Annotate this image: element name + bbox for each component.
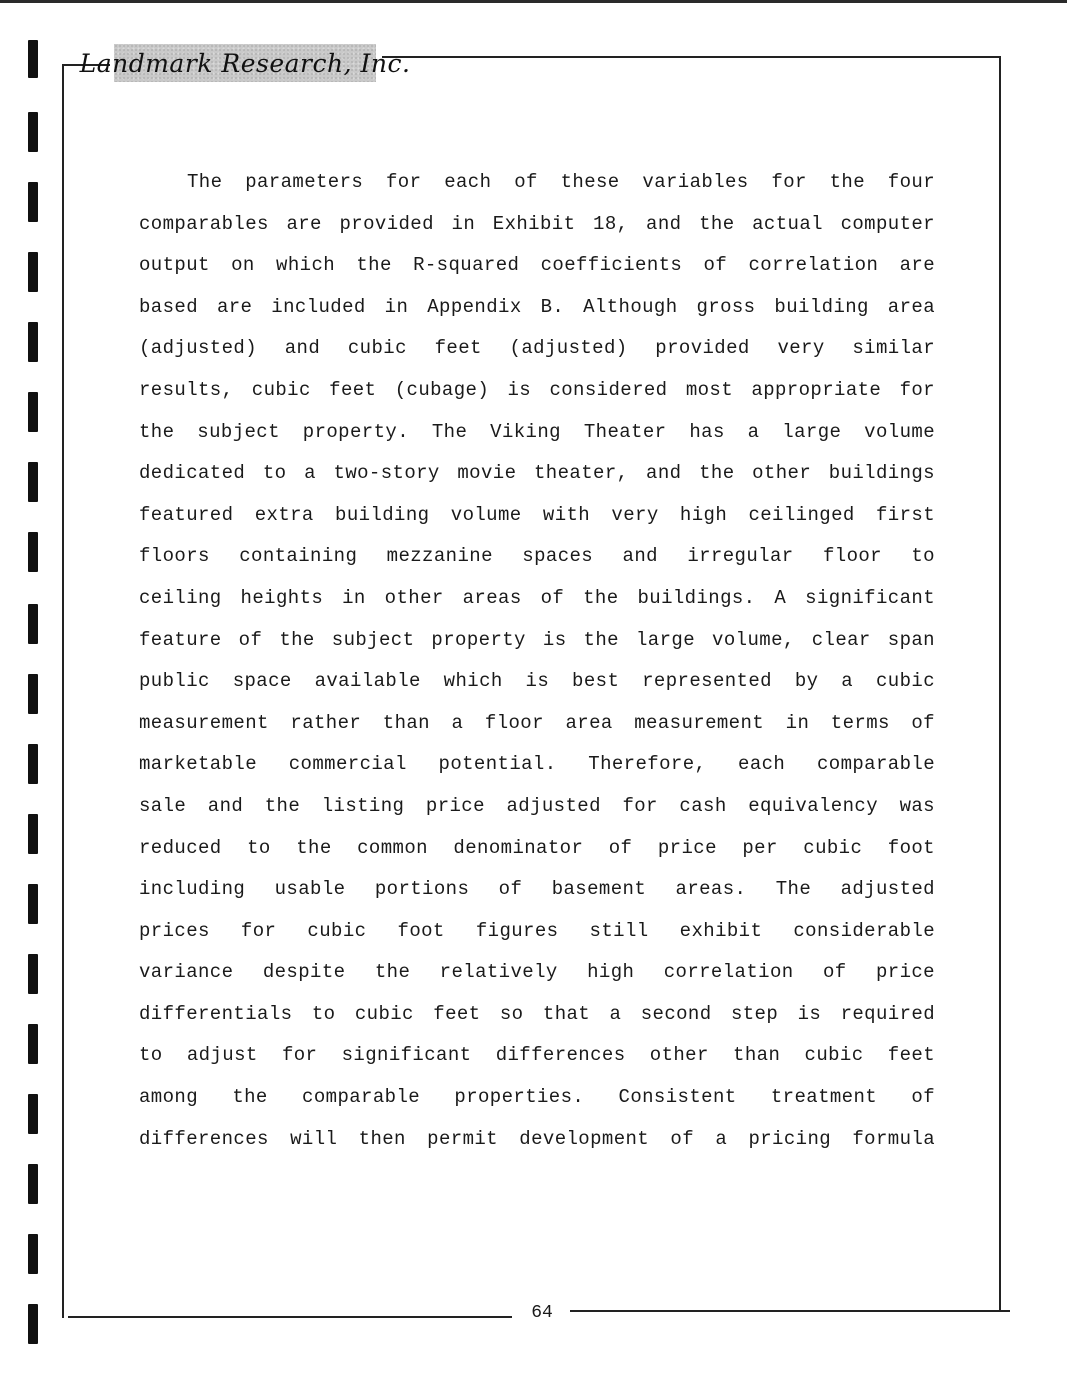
text-line: reduced to the common denominator of price per cubic foot bbox=[139, 836, 935, 859]
text-line: The parameters for each of these variables for the four bbox=[187, 171, 935, 193]
text-line: including usable portions of basement areas. The adjusted bbox=[139, 878, 935, 901]
binding-hole bbox=[28, 884, 38, 924]
page-frame-border bbox=[382, 56, 1001, 58]
text-line: comparables are provided in Exhibit 18, and the actual computer bbox=[139, 212, 935, 235]
text-line: featured extra building volume with very high ceilinged first bbox=[139, 503, 935, 526]
page-frame-border bbox=[68, 1316, 512, 1318]
page-number: 64 bbox=[531, 1303, 553, 1323]
text-line: marketable commercial potential. Therefore, each comparable bbox=[139, 753, 935, 776]
binding-hole bbox=[28, 674, 38, 714]
text-line: differentials to cubic feet so that a second step is required bbox=[139, 1002, 935, 1025]
binding-hole bbox=[28, 392, 38, 432]
text-line: the subject property. The Viking Theater has a large volume bbox=[139, 420, 935, 443]
binding-hole bbox=[28, 182, 38, 222]
text-line: to adjust for significant differences other than cubic feet bbox=[139, 1044, 935, 1067]
binding-hole bbox=[28, 462, 38, 502]
text-line: results, cubic feet (cubage) is considered most appropriate for bbox=[139, 378, 935, 401]
page-frame-border bbox=[999, 56, 1001, 1311]
binding-hole bbox=[28, 322, 38, 362]
text-line: prices for cubic foot figures still exhibit considerable bbox=[139, 919, 935, 942]
binding-holes bbox=[0, 0, 60, 1380]
text-line: (adjusted) and cubic feet (adjusted) provided very similar bbox=[139, 337, 935, 360]
text-line: sale and the listing price adjusted for cash equivalency was bbox=[139, 794, 935, 817]
binding-hole bbox=[28, 1164, 38, 1204]
binding-hole bbox=[28, 252, 38, 292]
text-line: measurement rather than a floor area measurement in terms of bbox=[139, 711, 935, 734]
binding-hole bbox=[28, 1094, 38, 1134]
binding-hole bbox=[28, 1234, 38, 1274]
page-frame-border bbox=[570, 1310, 1010, 1312]
body-paragraph bbox=[139, 168, 935, 1166]
binding-hole bbox=[28, 744, 38, 784]
binding-hole bbox=[28, 604, 38, 644]
binding-hole bbox=[28, 1304, 38, 1344]
binding-hole bbox=[28, 814, 38, 854]
binding-hole bbox=[28, 532, 38, 572]
page-frame-border bbox=[62, 64, 64, 1318]
binding-hole bbox=[28, 954, 38, 994]
binding-hole bbox=[28, 40, 38, 78]
text-line: dedicated to a two-story movie theater, and the other buildings bbox=[139, 462, 935, 485]
text-line: public space available which is best represented by a cubic bbox=[139, 670, 935, 693]
text-line: differences will then permit development of a pricing formula bbox=[139, 1127, 935, 1150]
letterhead bbox=[79, 44, 411, 82]
letterhead-company-name: Landmark Research, Inc. bbox=[79, 48, 411, 78]
binding-hole bbox=[28, 1024, 38, 1064]
text-line: floors containing mezzanine spaces and irregular floor to bbox=[139, 545, 935, 568]
text-line: feature of the subject property is the large volume, clear span bbox=[139, 628, 935, 651]
page-top-edge bbox=[0, 0, 1067, 3]
text-line: variance despite the relatively high correlation of price bbox=[139, 961, 935, 984]
text-line: ceiling heights in other areas of the buildings. A significant bbox=[139, 586, 935, 609]
text-line: output on which the R-squared coefficients of correlation are bbox=[139, 254, 935, 277]
text-line: based are included in Appendix B. Although gross building area bbox=[139, 295, 935, 318]
binding-hole bbox=[28, 112, 38, 152]
text-line: among the comparable properties. Consistent treatment of bbox=[139, 1086, 935, 1109]
